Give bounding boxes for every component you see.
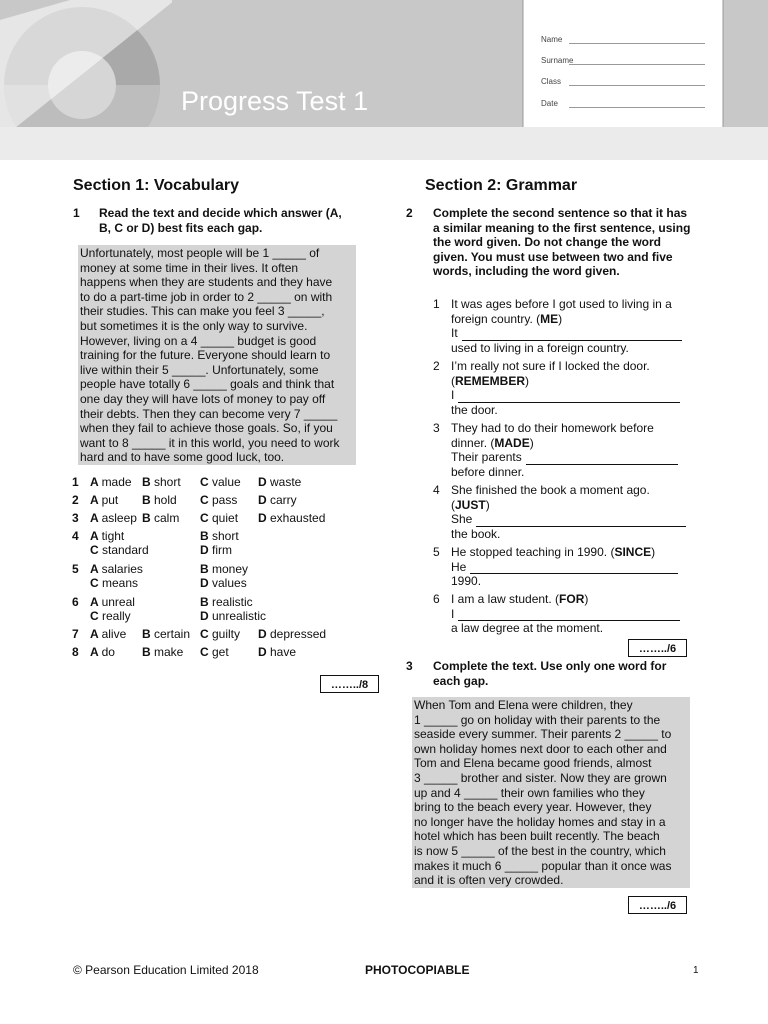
date-label: Date: [541, 99, 558, 108]
option-c[interactable]: C value: [200, 475, 241, 489]
passage-line: bring to the beach every year. However, they: [414, 800, 652, 815]
option-b[interactable]: B short: [200, 529, 239, 543]
passage-line: seaside every summer. Their parents 2 _____ to: [414, 727, 672, 742]
option-c[interactable]: C guilty: [200, 627, 241, 641]
option-c[interactable]: C standard: [90, 543, 149, 557]
option-d[interactable]: D firm: [200, 543, 232, 557]
option-a[interactable]: A unreal: [90, 595, 135, 609]
option-c[interactable]: C really: [90, 609, 131, 623]
answer-row: [72, 594, 372, 626]
option-b[interactable]: B short: [142, 475, 181, 489]
passage-line: hard and to have some good luck, too.: [80, 450, 285, 465]
q2-instruction: Complete the second sentence so that it has a similar meaning to the first sentence, using the word given. Do not change the word given. You must use between two and five words, including the word given.: [433, 206, 691, 279]
section2-title: Section 2: Grammar: [425, 177, 578, 194]
answer-row: [72, 510, 372, 526]
answer-number: 6: [72, 595, 79, 609]
answer-blank[interactable]: [470, 561, 678, 574]
section1-score-box[interactable]: ……../8: [320, 675, 379, 693]
passage-line: money at some time in their lives. It often: [80, 260, 299, 275]
passage-line: want to 8 _____ it in this world, you need to work: [80, 435, 340, 450]
option-b[interactable]: B calm: [142, 511, 180, 525]
item-number: 6: [433, 592, 440, 606]
answer-blank[interactable]: [458, 390, 680, 403]
class-field[interactable]: [569, 85, 705, 86]
passage-line: live within their 5 _____. Unfortunately, some: [80, 362, 319, 377]
answer-blank[interactable]: [462, 328, 682, 341]
logo-g-graphic: [0, 0, 768, 160]
answer-number: 7: [72, 627, 79, 641]
photocopiable-label: PHOTOCOPIABLE: [365, 963, 470, 977]
q1-instruction: Read the text and decide which answer (A, B, C or D) best fits each gap.: [99, 206, 342, 235]
option-b[interactable]: B money: [200, 562, 249, 576]
option-a[interactable]: A alive: [90, 627, 127, 641]
passage-line: 1 _____ go on holiday with their parents to the: [414, 712, 661, 727]
q2-score-box[interactable]: ……../6: [628, 639, 687, 657]
key-word: SINCE: [614, 545, 652, 559]
answer-row: [72, 474, 372, 490]
page-title: Progress Test 1: [181, 86, 369, 116]
option-d[interactable]: D unrealistic: [200, 609, 267, 623]
option-c[interactable]: C pass: [200, 493, 238, 507]
answer-blank[interactable]: [458, 608, 680, 621]
option-d[interactable]: D values: [200, 576, 247, 590]
passage-line: but sometimes it is the only way to survive.: [80, 318, 308, 333]
option-d[interactable]: D exhausted: [258, 511, 326, 525]
surname-field[interactable]: [569, 64, 705, 65]
passage-line: is now 5 _____ of the best in the country, which: [414, 843, 666, 858]
passage-line: happens when they are students and they have: [80, 275, 333, 290]
passage-line: Tom and Elena became good friends, almost: [414, 756, 652, 771]
answer-row: [72, 561, 372, 593]
option-d[interactable]: D depressed: [258, 627, 327, 641]
grammar-passage: [412, 697, 690, 888]
answer-row: [72, 644, 372, 660]
passage-line: Unfortunately, most people will be 1 _____ of: [80, 246, 320, 260]
passage-line: their debts. Then they can become very 7 _____: [80, 406, 338, 421]
option-c[interactable]: C means: [90, 576, 139, 590]
transformation-item: I am a law student. (FOR) I a law degree at the moment.: [451, 592, 696, 636]
answer-number: 8: [72, 645, 79, 659]
option-a[interactable]: A tight: [90, 529, 125, 543]
key-word: JUST: [455, 497, 486, 512]
name-label: Name: [541, 35, 563, 44]
passage-line: no longer have the holiday homes and stay in a: [414, 814, 666, 829]
option-b[interactable]: B hold: [142, 493, 177, 507]
answer-blank[interactable]: [476, 514, 686, 527]
option-d[interactable]: D have: [258, 645, 297, 659]
key-word: REMEMBER: [455, 373, 526, 388]
passage-line: their studies. This can make you feel 3 _____,: [80, 304, 325, 319]
passage-line: However, living on a 4 _____ budget is good: [80, 333, 317, 348]
date-field[interactable]: [569, 107, 705, 108]
option-c[interactable]: C quiet: [200, 511, 239, 525]
option-a[interactable]: A made: [90, 475, 132, 489]
passage-line: to do a part-time job in order to 2 _____ on with: [80, 289, 333, 304]
page-number: 1: [693, 965, 699, 976]
key-word: MADE: [494, 435, 530, 450]
option-a[interactable]: A do: [90, 645, 115, 659]
answer-number: 5: [72, 562, 79, 576]
q3-score-box[interactable]: ……../6: [628, 896, 687, 914]
q2-number: 2: [406, 206, 413, 220]
answer-number: 1: [72, 475, 79, 489]
name-field[interactable]: [569, 43, 705, 44]
answer-row: [72, 626, 372, 642]
answer-blank[interactable]: [526, 452, 678, 465]
option-a[interactable]: A asleep: [90, 511, 137, 525]
option-b[interactable]: B make: [142, 645, 184, 659]
surname-label: Surname: [541, 56, 574, 65]
passage-line: people have totally 6 _____ goals and think that: [80, 377, 335, 392]
answer-row: [72, 492, 372, 508]
passage-line: and it is often very crowded.: [414, 873, 564, 888]
transformation-item: She finished the book a moment ago. (JUST) She the book.: [451, 483, 696, 541]
answer-number: 3: [72, 511, 79, 525]
transformation-item: It was ages before I got used to living in a foreign country. (ME) It used to living in a foreign country.: [451, 297, 696, 355]
item-number: 2: [433, 359, 440, 373]
passage-line: training for the future. Everyone should learn to: [80, 348, 331, 363]
passage-line: when they fail to achieve those goals. So, if you: [80, 421, 333, 436]
option-a[interactable]: A put: [90, 493, 119, 507]
item-number: 4: [433, 483, 440, 497]
option-d[interactable]: D waste: [258, 475, 302, 489]
option-a[interactable]: A salaries: [90, 562, 143, 576]
passage-line: When Tom and Elena were children, they: [414, 698, 633, 712]
option-b[interactable]: B realistic: [200, 595, 253, 609]
vocab-passage: [78, 245, 356, 465]
passage-line: makes it much 6 _____ popular than it once was: [414, 858, 672, 873]
transformation-item: I’m really not sure if I locked the door. (REMEMBER) I the door.: [451, 359, 696, 417]
passage-line: hotel which has been built recently. The beach: [414, 829, 660, 844]
class-label: Class: [541, 77, 562, 86]
passage-line: up and 4 _____ their own families who they: [414, 785, 645, 800]
copyright: © Pearson Education Limited 2018: [73, 963, 259, 977]
answer-number: 2: [72, 493, 79, 507]
option-c[interactable]: C get: [200, 645, 229, 659]
q3-instruction: Complete the text. Use only one word for each gap.: [433, 659, 667, 688]
passage-line: own holiday homes next door to each other and: [414, 741, 667, 756]
item-number: 5: [433, 545, 440, 559]
option-b[interactable]: B certain: [142, 627, 191, 641]
answer-number: 4: [72, 529, 79, 543]
key-word: FOR: [559, 592, 585, 606]
answer-row: [72, 528, 372, 560]
option-d[interactable]: D carry: [258, 493, 297, 507]
key-word: ME: [540, 311, 559, 326]
transformation-item: He stopped teaching in 1990. (SINCE) He 1990.: [451, 545, 696, 589]
header-banner: [0, 0, 768, 160]
q3-number: 3: [406, 659, 413, 673]
q1-number: 1: [73, 206, 80, 220]
item-number: 3: [433, 421, 440, 435]
passage-line: one day they will have lots of money to pay off: [80, 391, 326, 406]
section1-title: Section 1: Vocabulary: [73, 177, 239, 194]
passage-line: 3 _____ brother and sister. Now they are grown: [414, 770, 667, 785]
transformation-item: They had to do their homework before dinner. (MADE) Their parents before dinner.: [451, 421, 696, 479]
item-number: 1: [433, 297, 440, 311]
